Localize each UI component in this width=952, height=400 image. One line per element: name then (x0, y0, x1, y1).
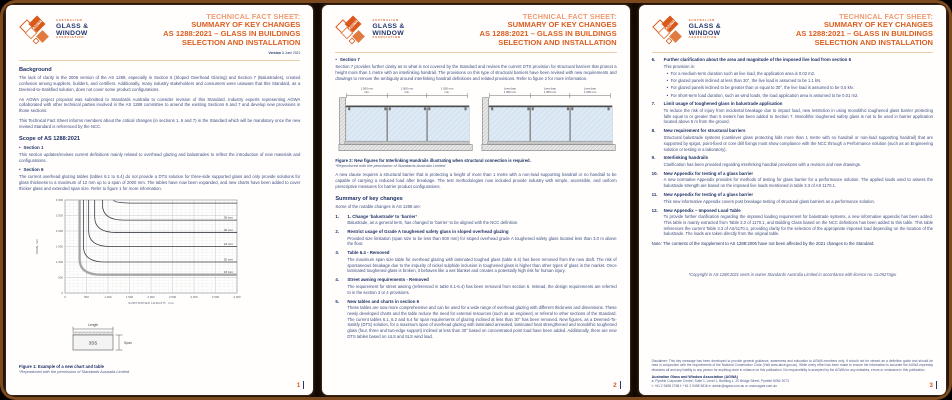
svg-text:500: 500 (84, 295, 89, 300)
item-number: 7. (651, 101, 656, 107)
item-body: This provision is: (663, 63, 695, 69)
post (530, 107, 532, 141)
live-load-bullet-4 (667, 93, 859, 99)
floor-slab (482, 144, 615, 150)
bullet-icon: • (19, 145, 21, 151)
length-label: Length (87, 323, 99, 328)
supplement-note: Note: The contents of the Supplement to AS 1288:2006 have not been affected by the 2021 changes to the Standard. (651, 241, 875, 247)
dim-label: Less than (544, 86, 557, 91)
logo-glass: GLASS & (56, 22, 89, 30)
base-shoe (488, 141, 613, 144)
dim-label: min. (444, 89, 451, 94)
handrail (346, 105, 470, 107)
agwa-logo (652, 15, 721, 45)
svg-text:500: 500 (58, 275, 63, 280)
page1-header (19, 13, 300, 61)
page3-title-block (796, 13, 933, 48)
page2-number (613, 381, 621, 389)
svg-text:3 000: 3 000 (55, 198, 63, 203)
svg-text:0: 0 (64, 295, 66, 300)
item-title: New Appendix – Imposed Load Table (663, 207, 741, 213)
item-title: Further clarification about the area and magnitude of the imposed live load from section 6 (663, 57, 852, 63)
copyright-line: *Copyright in AS 1288:2021 vests in owner Standards Australia Limited in accordance with licence no. CL0527agw (688, 272, 897, 278)
change-item-6 (652, 57, 933, 98)
item-body: The maximum span size table for overhead glazing with laminated toughed glass (table 6.4) has been removed from the new draft. The risk of spontaneous breakage due to the impurity of nickel sulphide inclusion in toughened glass is higher than other types of glass in the market. Once laminated toughened glass is broken, it behaves like a wet blanket and creates a potentially high risk for human injury. (347, 256, 617, 274)
svg-text:AGWA: AGWA (347, 18, 360, 31)
page2-header (335, 13, 616, 53)
logo-australian: AUSTRALIAN (56, 18, 83, 22)
version-label: Version 1 (268, 50, 284, 55)
change-item-8 (652, 128, 933, 152)
svg-text:24 mm: 24 mm (223, 242, 233, 247)
svg-text:AGWA: AGWA (30, 18, 44, 31)
change-item-3 (335, 250, 616, 274)
section1-bullet (19, 145, 300, 150)
item-body: These tables are now more comprehensive and can be used for a wide range of overhead glazing with different thickness and dimensions. These newly developed charts and the table reduce the need for external resources (such as an engineer) or referral to other sections of the Standard. The current tables 6.1, 6.2 and 6.4 for span requirements of glazing inclined at less than 30° has been removed. New figures, as a Deemed-To-Satisfy (DTS) solution, for a maximum span of overhead glazing with laminated annealed, laminated heat strengthened and monolithic toughened glass (four, three and two-edge support) inclined at less than 30° based on concentrated point load have been added. Additionally, there are new DTS tables based on ULS and SLS wind load. (347, 305, 617, 339)
version-date: June 2021 (284, 50, 301, 55)
logo-window: WINDOW (56, 30, 88, 37)
agwa-logo (335, 15, 404, 45)
item-number: 6. (651, 57, 656, 63)
balustrade-diagram-less-than-spacing (480, 85, 616, 155)
logo-association: ASSOCIATION (372, 36, 401, 40)
fact-sheet-eyebrow: TECHNICAL FACT SHEET: (839, 12, 933, 21)
figure2-caption: Figure 2: New figures for Interlinking Handrails illustrating when structural connection is required. (335, 157, 531, 163)
svg-text:30 mm: 30 mm (223, 228, 233, 233)
item-title: Street awning requirements - Removed (347, 277, 429, 283)
section6-label: Section 6 (23, 167, 44, 173)
page3-footer (652, 359, 933, 388)
change-item-11 (652, 192, 933, 204)
agwa-logo-icon (652, 15, 686, 45)
summary-heading: Summary of key changes (335, 195, 403, 202)
svg-text:20 mm: 20 mm (223, 257, 233, 262)
logo-window: WINDOW (372, 30, 404, 37)
item-body: To reduce the risk of injury from incidental breakage due to impact load, new restriction in using monolithic toughened glass barrier protecting falls equal to or greater than 5 meters has been added to Section 7. Monolithic toughened safety glass is not to be used in barrier application located above 5 m from the ground. (663, 107, 933, 125)
logo-association: ASSOCIATION (688, 36, 718, 40)
background-para-1: The lack of clarity in the 2006 version of the AS 1288, especially in Section 6 (Sloped Overhead Glazing) and Section 7 (Balustrades), created confusion among suppliers, builders, and certifiers. Additionally, many industry stakeholders and consumers were unaware that this Standard, as a Deemed-to-Satisfied solution, does not cover some product configurations. (19, 75, 301, 93)
section7-label: Section 7 (339, 56, 360, 62)
wall-column (340, 98, 346, 146)
dim-label: 1 000 mm (441, 86, 454, 91)
background-para-3: This Technical Fact Sheet informs members about the critical changes (in sections 1, 6 and 7) in the Standard which will be mandatory once the new revised Standard is referenced by the NCC. (19, 117, 301, 129)
agwa-logo-icon (19, 15, 53, 45)
change-item-5 (335, 299, 616, 340)
bullet-icon: • (666, 78, 669, 84)
summary-intro: Some of the notable changes in AS 1288 are: (335, 204, 421, 210)
figure2-diagrams (337, 85, 616, 155)
page-number-text: 2 (613, 381, 617, 389)
page-1 (6, 5, 313, 395)
page-3 (639, 5, 946, 395)
balustrade-diagram-min-spacing (337, 85, 473, 155)
org-address: a: Pymble Corporate Centre, Suite 1, Level 1, Building 1, 20 Bridge Street, Pymble NSW 2073 (651, 379, 789, 384)
dim-label: Less than (504, 86, 517, 91)
change-item-9 (652, 155, 933, 167)
span-chart (29, 195, 253, 317)
item-body: The requirement for street awning (referenced in table 6.1-6.4) has been removed from section 6. Instead, the design requirements are referred to in the section 3 or 4 provisions. (347, 283, 617, 295)
agwa-logo-icon (335, 15, 369, 45)
section6-bullet (19, 167, 300, 172)
svg-text:2 500: 2 500 (168, 295, 177, 300)
bullet-icon: • (666, 92, 669, 98)
title-line2: AS 1288:2021 – GLASS IN BUILDINGS (479, 29, 617, 39)
post (570, 107, 572, 141)
bullet-icon: • (19, 167, 21, 173)
logo-australian: AUSTRALIAN (688, 18, 716, 22)
disclaimer-text: Disclaimer: This key message has been developed to provide general guidance, awareness and education to AGWA members only. It should not be viewed as a definitive guide and should be read in conjunction with the requirements of the National Construction Code (Visit www.abcb.gov.au). While every effort has been made to ensure the information is accurate the AGWA expressly disclaims all and any liability to any person for anything done in reliance on this publication. No responsibility is accepted by the AGWA for any mistakes, errors or omissions in this publication. (651, 359, 933, 372)
base-shoe (345, 141, 470, 144)
bullet-icon: • (335, 56, 337, 62)
page-2 (322, 5, 629, 395)
title-line2: AS 1288:2021 – GLASS IN BUILDINGS (795, 29, 933, 39)
svg-text:1 500: 1 500 (55, 244, 63, 249)
item-title: New Appendix for testing of a glass barrier (663, 170, 754, 176)
item-number: 11. (651, 192, 658, 198)
item-title: Restrict usage of Grade A toughened safety glass in sloped overhead glazing (347, 229, 509, 235)
svg-text:SPAN, mm: SPAN, mm (35, 239, 39, 255)
dim-label: 1 000 mm (584, 89, 597, 94)
page2-title-block (480, 13, 617, 48)
dim-label: 1 000 mm (401, 86, 414, 91)
change-item-2 (335, 229, 616, 247)
dim-label: min. (404, 89, 410, 94)
page-number-rule (936, 381, 937, 389)
item-title: New tables and charts in section 6 (347, 298, 420, 304)
item-title: Limit usage of toughened glass in balustrade application (663, 101, 783, 107)
logo-association: ASSOCIATION (56, 36, 85, 40)
section1-body: This section updates/revises current definitions mainly related to overhead glazing and balustrades to reflect the introduction of new materials and configurations. (19, 152, 301, 163)
page1-number (297, 381, 305, 389)
item-title: Table 6.4 - Removed (347, 250, 390, 256)
item-title: 1. Change ‘balustrade’ to ‘barrier’ (347, 213, 418, 219)
span-label: Span (124, 341, 132, 346)
svg-text:3 500: 3 500 (211, 295, 220, 300)
section6-body: The current overhead glazing tables (tables 6.1 to 6.4) do not provide a DTS solution for three-side supported glass and only provide solutions for glass thickness to a maximum of 12 mm up to a span of 2000 mm. The tables have now been expanded, and new charts have been added to cover thicker glass and extended span size. Refer to figure 1 for more information. (19, 174, 301, 192)
page1-title-block (163, 13, 300, 56)
item-number: 5. (335, 298, 339, 304)
fact-sheet-eyebrow: TECHNICAL FACT SHEET: (206, 12, 301, 21)
logo-window: WINDOW (688, 30, 721, 37)
page-number-rule (620, 381, 621, 389)
bullet-icon: • (666, 85, 669, 91)
bullet-icon: • (666, 71, 669, 77)
bullet-text: For short-term load duration, such as wind loads, the load application area is assumed to be 0.01 m2. (670, 92, 859, 98)
item-number: 9. (651, 155, 656, 161)
svg-text:4 000: 4 000 (233, 295, 241, 300)
live-load-bullet-2 (667, 78, 859, 84)
page3-header (652, 13, 933, 53)
figure2-credit: *Reproduced with the permission of Standards Australia Limited (335, 162, 446, 168)
page-number-text: 1 (296, 381, 301, 389)
svg-text:16 mm: 16 mm (223, 270, 233, 275)
page-number-rule (303, 381, 304, 389)
change-item-4 (335, 277, 616, 295)
figure1-credit: *Reproduced with the permission of Standards Australia Limited. (19, 369, 131, 375)
item-body: A new normative Appendix provides for methods of testing for glass barrier for a performance solution. The applied loads used to assess the balustrade strength are based on the imposed live loads mentioned in table 3.3 of AS 1170.1. (663, 177, 933, 189)
svg-text:3 000: 3 000 (190, 295, 198, 300)
item-number: 1. (335, 213, 339, 219)
item-number: 10. (651, 170, 658, 176)
section7-bullet (335, 57, 616, 62)
live-load-bullet-3 (667, 85, 859, 91)
section7-body: Section 7 provides further clarity as to what is not covered by the Standard and revises the current DTS provision for structural barriers that protect a height more than 1 metre with an interlinking handrail. The provisions on this type of structural barriers have been revised with new requirements and drawings to remove the ambiguity around interlinking handrail definitions and related provisions. Refer to figure 2 for more information. (335, 63, 617, 81)
organisation-block (652, 375, 933, 388)
item-body: Balustrade, as a general term, has changed to ‘barrier’ to be aligned with the NCC definition. (347, 220, 519, 226)
logo-glass: GLASS & (688, 22, 721, 30)
item-title: New requirement for structural barriers (663, 128, 746, 134)
item-number: 3. (335, 250, 339, 256)
scope-heading: Scope of AS 1288:2021 (19, 135, 81, 142)
org-contact: t: +61 2 9498 2768 f: +61 2 9498 3816 e: admin@agwa.com.au w: www.agwa.com.au (651, 383, 777, 388)
item-body: Structural balustrade systems (cantilever glass protecting falls more than 1 metre with no handrail or non-load supporting handrail) that are supported by spigot, point-fixed or core drill fixings must show compliance with the NCC through a Performance solution (such as an Engineering solution or testing in a laboratory). (663, 134, 933, 152)
background-heading: Background (19, 66, 52, 73)
item-title: Interlinking handrails (663, 155, 709, 161)
agwa-logo-text (372, 20, 404, 40)
glass-panels (490, 107, 613, 141)
svg-text:1 500: 1 500 (125, 295, 134, 300)
item-number: 8. (651, 128, 656, 134)
item-number: 4. (335, 277, 339, 283)
title-line1: SUMMARY OF KEY CHANGES (823, 20, 933, 30)
item-number: 2. (335, 229, 339, 235)
logo-glass: GLASS & (372, 22, 405, 30)
item-body: Provided size limitation (span size to be less than 500 mm) for sloped overhead grade A toughened safety glass located less than 3.0 m above the floor. (347, 235, 617, 247)
title-line3: SELECTION AND INSTALLATION (498, 38, 617, 48)
floor-slab (339, 144, 472, 150)
page3-number (929, 381, 937, 389)
figure1-chart (29, 195, 300, 361)
dim-label: 1 000 mm (361, 86, 374, 91)
page-number-text: 3 (929, 381, 933, 389)
logo-australian: AUSTRALIAN (372, 18, 399, 22)
svg-text:1 000: 1 000 (55, 260, 63, 265)
svg-text:0: 0 (61, 291, 63, 296)
dim-label: Less than (584, 86, 597, 91)
title-line2: AS 1288:2021 – GLASS IN BUILDINGS (163, 29, 301, 39)
change-item-7 (652, 101, 933, 125)
bullet-text: For a medium-term duration such as live load, the application area is 0.02 m2. (670, 71, 816, 77)
version-line (163, 51, 300, 56)
title-line1: SUMMARY OF KEY CHANGES (507, 20, 617, 30)
svg-text:1 000: 1 000 (104, 295, 112, 300)
fact-sheet-eyebrow: TECHNICAL FACT SHEET: (522, 12, 617, 21)
change-item-10 (652, 171, 933, 189)
background-para-2: An AGWA project proposal was submitted to Standards Australia to consider revision of this Standard. Industry experts representing AGWA collaborated with other technical parties involved in the AS 1288 committee to amend the existing Sections 6 and 7 and develop new provisions in those sections. (19, 96, 301, 114)
bullet-text: For glazed panels inclined to be greater than or equal to 30°, the live load is assumed to be 0.5 kN. (670, 85, 854, 91)
item-number: 12. (651, 207, 658, 213)
bullet-text: For glazed panels inclined at less than 30°, the live load is assumed to be 1.1 kN. (670, 78, 822, 84)
figure1-caption: Figure 1: Example of a new chart and table (19, 364, 104, 370)
agwa-logo-text (689, 20, 721, 40)
item-body: Clarification has been provided regarding interlinking handrail provisions with a revision and new drawings. (663, 161, 862, 167)
3ss-support-diagram (55, 322, 145, 356)
post (427, 107, 429, 141)
svg-text:SUPPORTED LENGTH, mm: SUPPORTED LENGTH, mm (128, 301, 174, 306)
wall-column (483, 98, 489, 146)
handrail (489, 105, 613, 107)
post (387, 107, 389, 141)
svg-text:36 mm: 36 mm (223, 216, 233, 221)
svg-text:AGWA: AGWA (663, 18, 676, 31)
agwa-logo (19, 15, 88, 45)
glass-panels (347, 107, 470, 141)
3ss-label: 3SS (88, 340, 98, 346)
change-item-12 (652, 208, 933, 238)
dim-label: 1 000 mm (544, 89, 557, 94)
new-clause-para: A new clause requires a structural barrier that is protecting a height of more than 1 metre with a non-load supporting handrail or no handrail to be capable of carrying a reduced load after breakage. The test methodologies now included provide industry with simple, accessible, and uniform prescriptive measures for barrier product configurations. (335, 171, 617, 189)
svg-text:2 000: 2 000 (55, 229, 63, 234)
org-name: Australian Glass and Window Association (AGWA) (651, 375, 738, 380)
title-line3: SELECTION AND INSTALLATION (814, 38, 933, 48)
agwa-logo-text (56, 20, 88, 40)
section1-label: Section 1 (23, 145, 44, 151)
item-title: New Appendix for testing of a glass barrier (663, 192, 754, 198)
title-line3: SELECTION AND INSTALLATION (181, 38, 301, 48)
item-body: This new informative Appendix covers post breakage testing of structural glass barriers as a performance solution. (663, 198, 875, 204)
dim-label: 1 000 mm (504, 89, 517, 94)
item-body: To provide further clarification regarding the imposed loading requirement for balustrade systems, a new informative appendix has been added. This table is mainly extracted from Table 3.3 of 1170.1, and Building Class based on the NCC definitions has been added to this table. This table references the current Table 3.3 of AS/1170.1, providing clarity for the selection of the appropriate imposed load depending on the location of the balustrade. The loads are taken directly from the original table. (663, 213, 933, 237)
svg-text:2 000: 2 000 (147, 295, 155, 300)
svg-text:2 500: 2 500 (55, 213, 63, 218)
title-line1: SUMMARY OF KEY CHANGES (191, 20, 301, 30)
dim-label: min. (364, 89, 370, 94)
live-load-bullet-1 (667, 71, 859, 77)
change-item-1 (335, 214, 616, 226)
fixed-edge-hatch (73, 332, 113, 335)
